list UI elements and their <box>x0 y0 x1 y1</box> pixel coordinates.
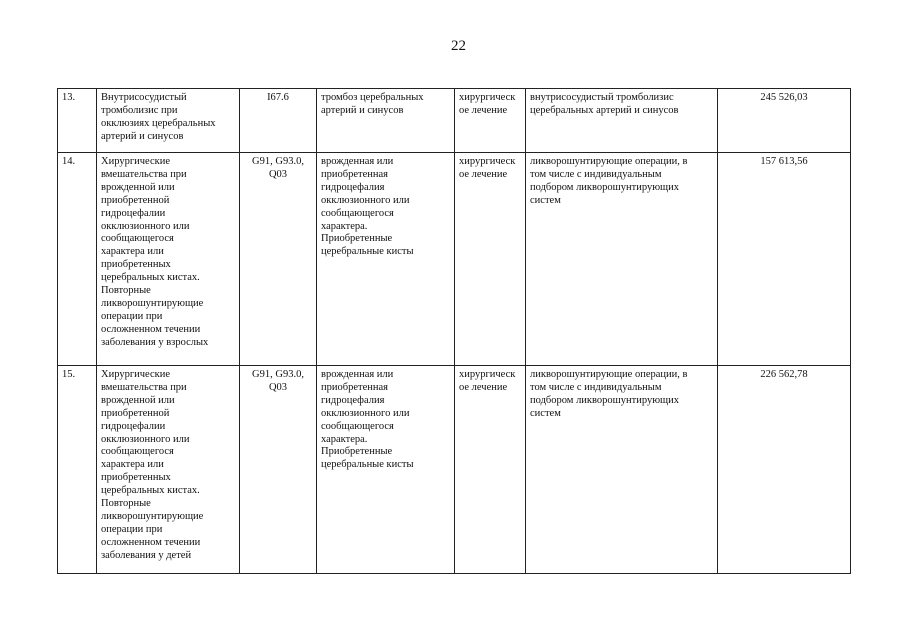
treatment-type: хирургическ ое лечение <box>455 153 526 366</box>
care-name: Хирургические вмешательства при врожденной или приобретенной гидроцефалии окклюзионного или сообщающегося характера или приобретенных церебральных кистах. Повторные ликворошунтирующие операции при осложненном течении заболевания у взрослых <box>97 153 240 366</box>
table-row <box>58 89 851 153</box>
row-number: 13. <box>58 89 97 153</box>
icd-code: I67.6 <box>240 89 317 153</box>
cost-value: 245 526,03 <box>718 89 851 153</box>
care-name: Хирургические вмешательства при врожденной или приобретенной гидроцефалии окклюзионного или сообщающегося характера или приобретенных церебральных кистах. Повторные ликворошунтирующие операции при осложненном течении заболевания у детей <box>97 366 240 574</box>
row-number: 14. <box>58 153 97 366</box>
treatment-type: хирургическ ое лечение <box>455 89 526 153</box>
table-row <box>58 366 851 574</box>
icd-code: G91, G93.0, Q03 <box>240 366 317 574</box>
medical-care-table <box>57 88 851 574</box>
patient-model: тромбоз церебральных артерий и синусов <box>317 89 455 153</box>
treatment-method: ликворошунтирующие операции, в том числе с индивидуальным подбором ликворошунтирующих систем <box>526 366 718 574</box>
care-name: Внутрисосудистый тромболизис при окклюзиях церебральных артерий и синусов <box>97 89 240 153</box>
cost-value: 157 613,56 <box>718 153 851 366</box>
table-row <box>58 153 851 366</box>
patient-model: врожденная или приобретенная гидроцефалия окклюзионного или сообщающегося характера. Приобретенные церебральные кисты <box>317 366 455 574</box>
row-number: 15. <box>58 366 97 574</box>
page-number: 22 <box>451 38 466 54</box>
treatment-method: ликворошунтирующие операции, в том числе с индивидуальным подбором ликворошунтирующих систем <box>526 153 718 366</box>
treatment-type: хирургическ ое лечение <box>455 366 526 574</box>
patient-model: врожденная или приобретенная гидроцефалия окклюзионного или сообщающегося характера. Приобретенные церебральные кисты <box>317 153 455 366</box>
treatment-method: внутрисосудистый тромболизис церебральных артерий и синусов <box>526 89 718 153</box>
icd-code: G91, G93.0, Q03 <box>240 153 317 366</box>
cost-value: 226 562,78 <box>718 366 851 574</box>
